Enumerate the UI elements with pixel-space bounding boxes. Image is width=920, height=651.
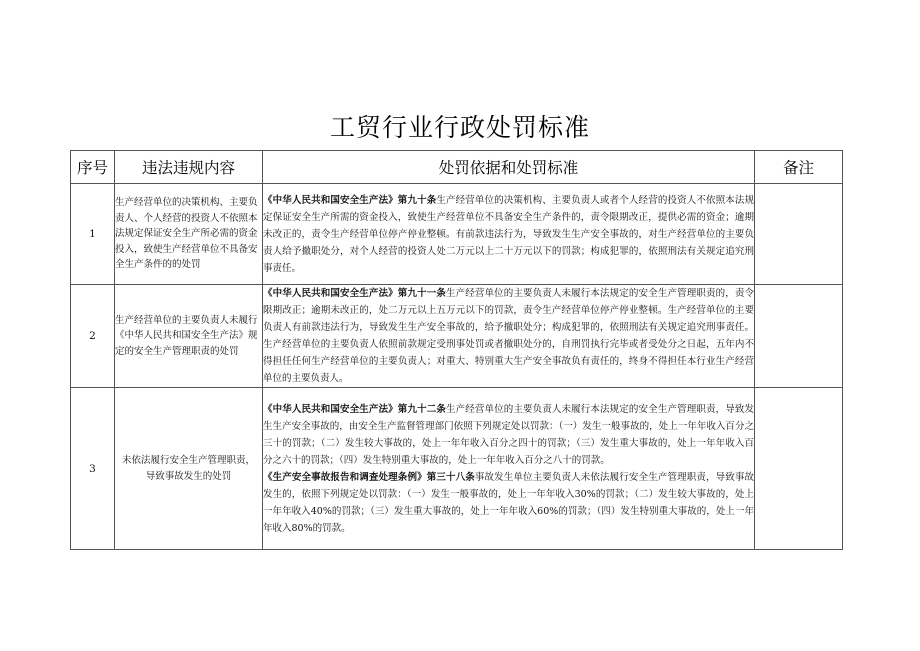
basis-paragraph	[263, 192, 754, 277]
penalty-standards-table	[70, 150, 843, 550]
header-violation-content: 违法违规内容	[115, 151, 263, 184]
law-citation: 《生产安全事故报告和调查处理条例》第三十八条	[263, 471, 475, 483]
violation-content: 未依法履行安全生产管理职责，导致事故发生的处罚	[115, 388, 263, 550]
violation-content: 生产经营单位的主要负责人未履行《中华人民共和国安全生产法》规定的安全生产管理职责的处罚	[115, 285, 263, 388]
table-row	[71, 184, 843, 285]
page-title: 工贸行业行政处罚标准	[329, 113, 590, 142]
basis-paragraph	[263, 285, 754, 387]
basis-text: 生产经营单位的主要负责人未履行本法规定的安全生产管理职责的，责令限期改正；逾期未改正的，处二万元以上五万元以下的罚款，责令生产经营单位停产停业整顿。生产经营单位的主要负责人有前款违法行为，导致发生生产安全事故的，给予撤职处分；构成犯罪的，依照刑法有关规定追究刑事责任。生产经营单位的主要负责人依照前款规定受刑事处罚或者撤职处分的，自刑罚执行完毕或者受处分之日起，五年内不得担任任何生产经营单位的主要负责人；对重大、特别重大生产安全事故负有责任的，终身不得担任本行业生产经营单位的主要负责人。	[263, 288, 754, 384]
law-citation: 《中华人民共和国安全生产法》第九十一条	[263, 288, 446, 299]
penalty-basis	[263, 184, 755, 285]
violation-content: 生产经营单位的决策机构、主要负责人、个人经营的投资人不依照本法规定保证安全生产所必需的资金投入，致使生产经营单位不具备安全生产条件的的处罚	[115, 184, 263, 285]
row-number: 3	[71, 388, 115, 550]
law-citation: 《中华人民共和国安全生产法》第九十二条	[263, 403, 446, 415]
table-row	[71, 388, 843, 550]
law-citation: 《中华人民共和国安全生产法》第九十条	[263, 194, 437, 206]
header-penalty-basis: 处罚依据和处罚标准	[263, 151, 755, 184]
remark-cell	[755, 388, 843, 550]
basis-text: 事故发生单位主要负责人未依法履行安全生产管理职责，导致事故发生的，依照下列规定处以罚款：（一）发生一般事故的，处上一年年收入30%的罚款；（二）发生较大事故的，处上一年年收入40%的罚款；（三）发生重大事故的，处上一年年收入60%的罚款；（四）发生特别重大事故的，处上一年年收入80%的罚款。	[263, 471, 754, 534]
remark-cell	[755, 184, 843, 285]
basis-paragraph	[263, 401, 754, 469]
row-number: 2	[71, 285, 115, 388]
table-header-row	[71, 151, 843, 184]
header-serial-number: 序号	[71, 151, 115, 184]
remark-cell	[755, 285, 843, 388]
basis-text: 生产经营单位的主要负责人未履行本法规定的安全生产管理职责，导致发生生产安全事故的，由安全生产监督管理部门依照下列规定处以罚款：（一）发生一般事故的，处上一年年收入百分之三十的罚款；（二）发生较大事故的，处上一年年收入百分之四十的罚款；（三）发生重大事故的，处上一年年收入百分之六十的罚款；（四）发生特别重大事故的，处上一年年收入百分之八十的罚款。	[263, 403, 754, 466]
penalty-basis	[263, 388, 755, 550]
row-number: 1	[71, 184, 115, 285]
header-remarks: 备注	[755, 151, 843, 184]
basis-paragraph	[263, 469, 754, 537]
table-row	[71, 285, 843, 388]
penalty-basis	[263, 285, 755, 388]
basis-text: 生产经营单位的决策机构、主要负责人或者个人经营的投资人不依照本法规定保证安全生产所需的资金投入，致使生产经营单位不具备安全生产条件的，责令限期改正，提供必需的资金；逾期未改正的，责令生产经营单位停产停业整顿。有前款违法行为，导致发生生产安全事故的，对生产经营单位的主要负责人给予撤职处分，对个人经营的投资人处二万元以上二十万元以下的罚款；构成犯罪的，依照刑法有关规定追究刑事责任。	[263, 194, 754, 274]
